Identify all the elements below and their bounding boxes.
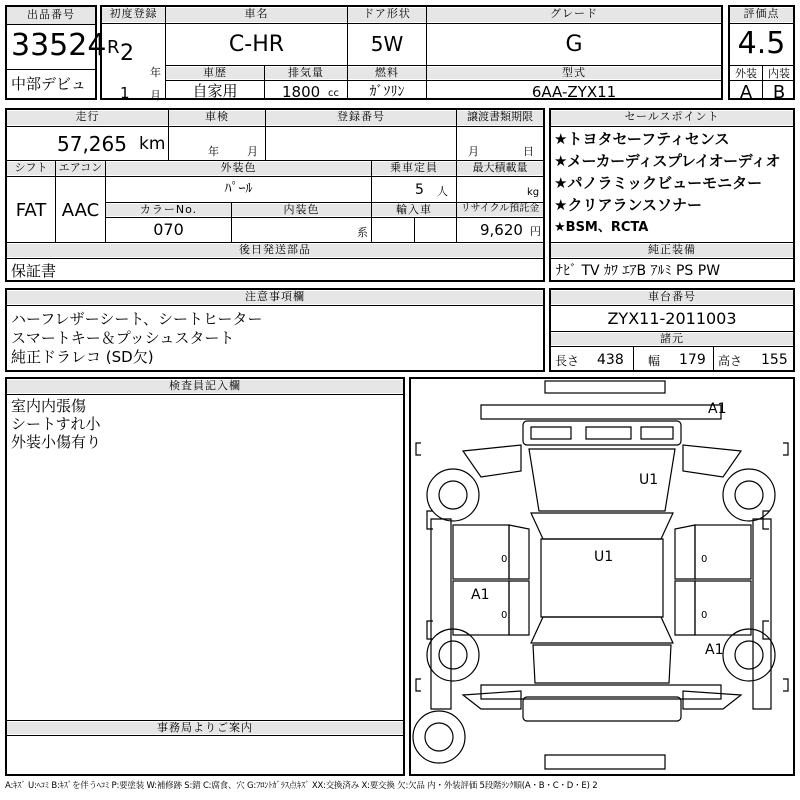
int-score: B <box>772 82 786 103</box>
mark-u1-roof: U1 <box>594 549 614 565</box>
import-label: 輸入車 <box>372 204 456 216</box>
len-label: 長さ <box>555 354 580 368</box>
len-value: 438 <box>597 352 624 368</box>
car-name: C-HR <box>228 32 285 57</box>
exterior-label: 外装色 <box>106 162 371 175</box>
score-label: 評価点 <box>730 8 793 22</box>
interior-label: 内装色 <box>232 204 371 216</box>
shift: FAT <box>15 200 47 221</box>
zero-left-2: 0 <box>501 610 508 621</box>
mark-u1-hood: U1 <box>639 472 659 488</box>
model: 6AA-ZYX11 <box>531 83 617 101</box>
lot-no-label: 出品番号 <box>7 7 95 25</box>
lot-box <box>5 5 107 100</box>
zero-right: 0 <box>701 554 708 565</box>
transfer-month: 月 <box>468 145 479 158</box>
ext-score: A <box>739 82 753 103</box>
sales-point-3: ★パノラミックビューモニター <box>554 174 763 192</box>
hgt-label: 高さ <box>718 354 743 368</box>
door: 5W <box>370 32 404 56</box>
door-label: ドア形状 <box>348 8 426 22</box>
displacement-label: 排気量 <box>265 67 347 79</box>
score-box <box>728 5 795 103</box>
later-items: 保証書 <box>11 262 57 280</box>
fuel: ｶﾞｿﾘﾝ <box>369 84 405 100</box>
capacity-label: 乗車定員 <box>372 162 456 175</box>
mileage-unit: km <box>139 134 166 154</box>
detail-box <box>5 108 545 282</box>
mark-a1-right: A1 <box>705 642 724 658</box>
color-no-label: カラーNo. <box>106 204 231 216</box>
inspector-line-1: 室内内張傷 <box>11 397 87 415</box>
car-name-label: 車名 <box>166 8 347 22</box>
car-diagram <box>411 379 793 774</box>
wid-value: 179 <box>679 352 706 368</box>
debut-label: 中部デビュ <box>11 75 87 93</box>
history-label: 車歴 <box>166 67 264 79</box>
sales-label: セールスポイント <box>551 111 793 125</box>
zero-left: 0 <box>501 554 508 565</box>
inspector-line-3: 外装小傷有り <box>11 433 102 451</box>
plate-label: 登録番号 <box>266 111 456 125</box>
recycle-unit: 円 <box>530 225 541 238</box>
notes-line-2: スマートキー＆プッシュスタート <box>11 329 235 347</box>
sales-box <box>549 108 795 282</box>
max-load-unit: kg <box>527 187 540 198</box>
ext-label: 外装 <box>735 67 757 80</box>
insp-year-unit: 年 <box>208 145 219 158</box>
chassis-box <box>549 288 795 372</box>
mark-a1-top: A1 <box>708 401 727 417</box>
chassis-label: 車台番号 <box>551 291 793 304</box>
chassis-number: ZYX11-2011003 <box>607 309 737 328</box>
score: 4.5 <box>737 26 786 61</box>
recycle-label: リサイクル預託金 <box>457 204 543 216</box>
mileage-label: 走行 <box>7 111 168 125</box>
lot-no: 33524 <box>11 28 107 63</box>
inspector-box <box>5 377 405 776</box>
sales-point-1: ★トヨタセーフティセンス <box>554 130 730 148</box>
notes-box <box>5 288 545 372</box>
reg-year: 2 <box>120 41 134 66</box>
ac-label: エアコン <box>56 162 105 175</box>
displacement-unit: cc <box>328 88 339 99</box>
dims-label: 諸元 <box>551 333 793 345</box>
equip: ﾅﾋﾞ TV ｶﾜ ｴｱB ｱﾙﾐ PS PW <box>556 263 721 279</box>
inspection-label: 車検 <box>169 111 265 125</box>
equip-label: 純正装備 <box>551 244 793 257</box>
transfer-label: 譲渡書類期限 <box>457 111 543 125</box>
grade-label: グレード <box>427 8 721 22</box>
first-reg-label: 初度登録 <box>102 8 165 22</box>
sales-point-4: ★クリアランスソナー <box>554 196 702 214</box>
inspector-line-2: シートすれ小 <box>11 415 101 433</box>
notes-line-1: ハーフレザーシート、シートヒーター <box>11 310 263 328</box>
exterior-color: ﾊﾟｰﾙ <box>224 181 253 197</box>
ac: AAC <box>61 200 100 221</box>
zero-right-2: 0 <box>701 610 708 621</box>
wid-label: 幅 <box>648 354 661 368</box>
insp-month-unit: 月 <box>247 145 258 158</box>
notes-line-3: 純正ドラレコ (SD欠) <box>11 348 154 366</box>
capacity: 5 <box>415 182 424 198</box>
displacement: 1800 <box>282 83 321 101</box>
mileage: 57,265 <box>57 132 127 156</box>
grade: G <box>565 32 583 57</box>
year-unit: 年 <box>150 66 161 79</box>
later-label: 後日発送部品 <box>7 244 543 257</box>
sales-point-2: ★メーカーディスプレイオーディオ <box>554 152 780 170</box>
max-load-label: 最大積載量 <box>457 162 543 175</box>
interior-unit: 系 <box>357 226 368 239</box>
int-label: 内装 <box>768 67 790 80</box>
first-reg-box <box>100 5 723 100</box>
diagram-box <box>409 377 795 776</box>
recycle: 9,620 <box>480 221 523 239</box>
sales-point-5: ★BSM、RCTA <box>554 220 649 235</box>
month-unit: 月 <box>150 89 161 102</box>
model-label: 型式 <box>427 67 721 79</box>
color-no: 070 <box>153 220 184 239</box>
hgt-value: 155 <box>761 352 788 368</box>
fuel-label: 燃料 <box>348 67 426 79</box>
legend: A:ｷｽﾞ U:ﾍｺﾐ B:ｷｽﾞを伴うﾍｺﾐ P:要塗装 W:補修跡 S:錆 C:腐食、穴 G:ﾌﾛﾝﾄｶﾞﾗｽ点ｷｽﾞ XX:交換済み X:要交換 欠:欠品 内・外装評価 5段階ﾗﾝｸ順(A・B・C・D・E) 2 <box>5 781 598 791</box>
history: 自家用 <box>192 82 238 100</box>
inspector-label: 検査員記入欄 <box>7 380 403 393</box>
era: R <box>107 37 120 58</box>
reg-month: 1 <box>120 84 130 102</box>
mark-a1-left: A1 <box>471 587 490 603</box>
notes-label: 注意事項欄 <box>7 291 543 304</box>
capacity-unit: 人 <box>437 185 448 198</box>
office-label: 事務局よりご案内 <box>7 722 403 734</box>
transfer-day: 日 <box>523 145 534 158</box>
shift-label: シフト <box>7 162 55 175</box>
